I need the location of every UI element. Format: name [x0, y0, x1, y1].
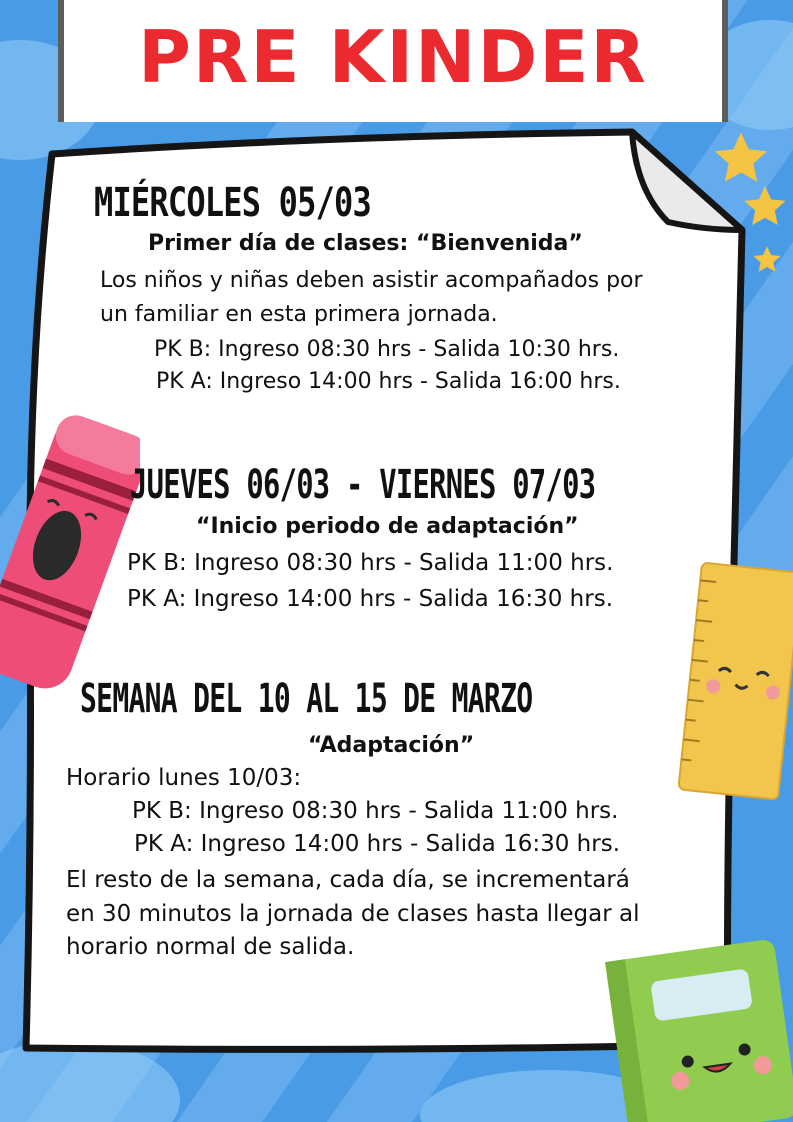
section3-line: PK A: Ingreso 14:00 hrs - Salida 16:30 hrs. — [134, 831, 621, 857]
page-title: PRE KINDER — [138, 15, 648, 99]
section1-line: PK A: Ingreso 14:00 hrs - Salida 16:00 hrs. — [156, 369, 621, 394]
section3-subtitle: “Adaptación” — [308, 733, 475, 758]
section3-line: en 30 minutos la jornada de clases hasta llegar al — [66, 901, 640, 927]
section3-heading: SEMANA DEL 10 AL 15 DE MARZO — [80, 676, 533, 722]
section3-line: Horario lunes 10/03: — [66, 765, 302, 791]
section3-line: El resto de la semana, cada día, se incrementará — [66, 867, 630, 893]
section1-subtitle: Primer día de clases: “Bienvenida” — [148, 231, 583, 256]
section2-subtitle: “Inicio periodo de adaptación” — [196, 514, 579, 539]
section2-line: PK A: Ingreso 14:00 hrs - Salida 16:30 hrs. — [127, 586, 614, 612]
section3-line: horario normal de salida. — [66, 934, 355, 960]
section1-line: un familiar en esta primera jornada. — [100, 302, 498, 327]
ruler-icon — [670, 560, 793, 800]
title-banner — [58, 0, 728, 122]
section2-line: PK B: Ingreso 08:30 hrs - Salida 11:00 hrs. — [127, 550, 614, 576]
section2-heading: JUEVES 06/03 - VIERNES 07/03 — [130, 462, 596, 508]
section1-line: Los niños y niñas deben asistir acompañados por — [100, 268, 643, 293]
section1-line: PK B: Ingreso 08:30 hrs - Salida 10:30 hrs. — [154, 337, 620, 362]
section3-line: PK B: Ingreso 08:30 hrs - Salida 11:00 hrs. — [132, 798, 619, 824]
crayon-icon — [0, 400, 140, 690]
star-icon — [712, 130, 770, 188]
star-icon — [742, 184, 788, 230]
star-icon — [752, 245, 782, 275]
section1-heading: MIÉRCOLES 05/03 — [94, 180, 371, 226]
notebook-icon — [600, 920, 793, 1122]
